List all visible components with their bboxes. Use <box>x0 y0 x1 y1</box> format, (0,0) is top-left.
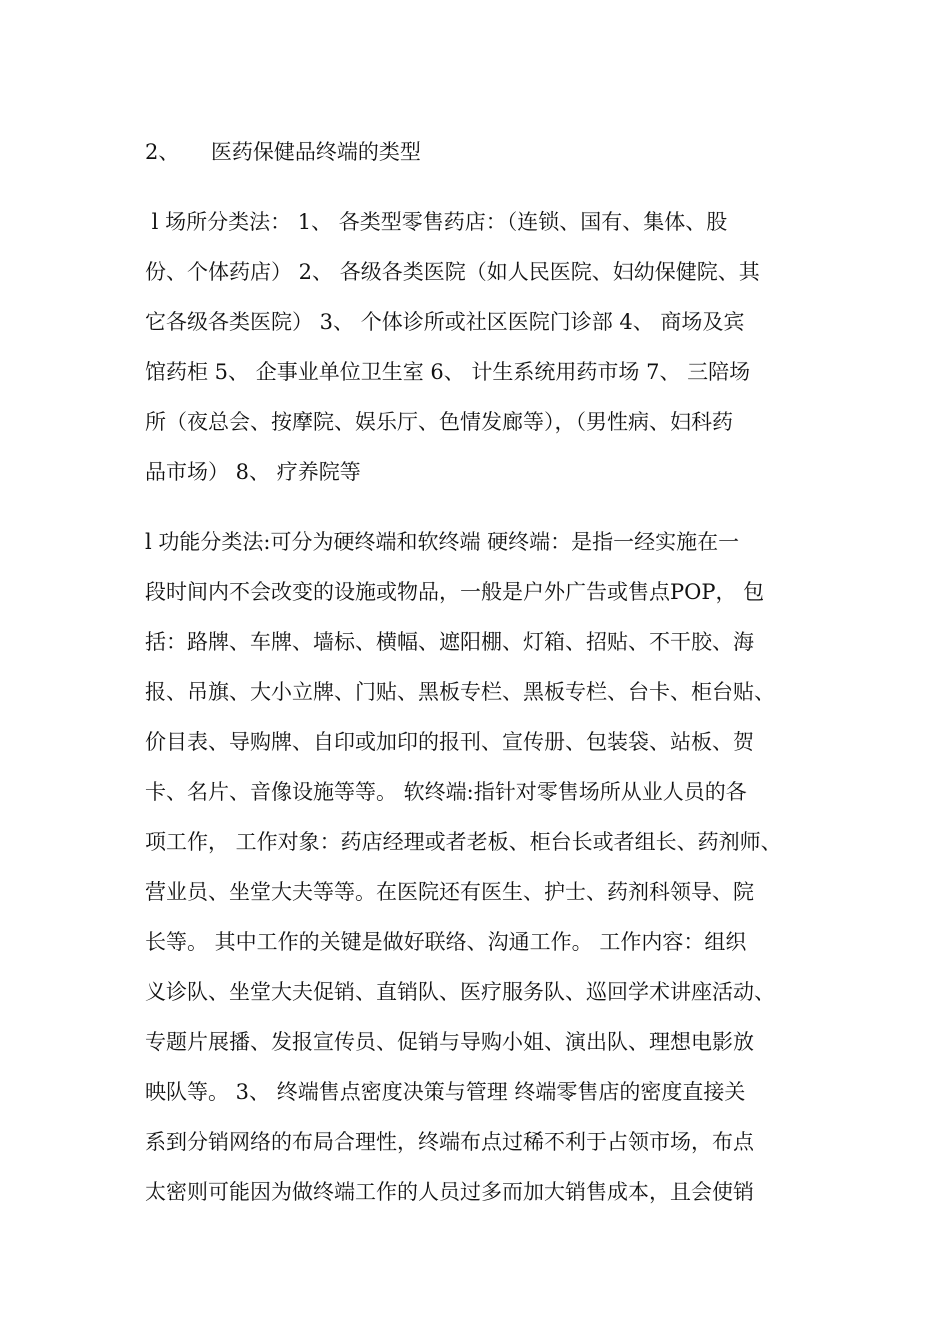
paragraph-line: 所（夜总会、按摩院、娱乐厅、色情发廊等），（男性病、妇科药 <box>145 410 733 434</box>
paragraph-line: 太密则可能因为做终端工作的人员过多而加大销售成本，且会使销 <box>145 1180 754 1204</box>
paragraph-line: 义诊队、坐堂大夫促销、直销队、医疗服务队、巡回学术讲座活动、 <box>145 980 775 1004</box>
paragraph-line: 专题片展播、发报宣传员、促销与导购小姐、演出队、理想电影放 <box>145 1030 754 1054</box>
paragraph-line: 它各级各类医院） 3、 个体诊所或社区医院门诊部 4、 商场及宾 <box>145 310 745 334</box>
paragraph-line: 品市场） 8、 疗养院等 <box>145 460 361 484</box>
paragraph-line: 段时间内不会改变的设施或物品，一般是户外广告或售点POP， 包 <box>145 580 765 604</box>
paragraph-line: l 场所分类法： 1、 各类型零售药店：（连锁、国有、集体、股 <box>145 210 728 234</box>
paragraph-line: 项工作， 工作对象：药店经理或者老板、柜台长或者组长、药剂师、 <box>145 830 782 854</box>
paragraph-line: 营业员、坐堂大夫等等。在医院还有医生、护士、药剂科领导、院 <box>145 880 754 904</box>
paragraph-line: 系到分销网络的布局合理性，终端布点过稀不利于占领市场，布点 <box>145 1130 754 1154</box>
paragraph-line: 括：路牌、车牌、墙标、横幅、遮阳棚、灯箱、招贴、不干胶、海 <box>145 630 754 654</box>
paragraph-line: 报、吊旗、大小立牌、门贴、黑板专栏、黑板专栏、台卡、柜台贴、 <box>145 680 775 704</box>
paragraph-line: 映队等。 3、 终端售点密度决策与管理 终端零售店的密度直接关 <box>145 1080 746 1104</box>
paragraph-line: 馆药柜 5、 企事业单位卫生室 6、 计生系统用药市场 7、 三陪场 <box>145 360 751 384</box>
paragraph-line: 价目表、导购牌、自印或加印的报刊、宣传册、包装袋、站板、贺 <box>145 730 754 754</box>
paragraph-line: 份、个体药店） 2、 各级各类医院（如人民医院、妇幼保健院、其 <box>145 260 760 284</box>
paragraph-line: 卡、名片、音像设施等等。 软终端:指针对零售场所从业人员的各 <box>145 780 747 804</box>
paragraph-line: 长等。 其中工作的关键是做好联络、沟通工作。 工作内容：组织 <box>145 930 747 954</box>
section-heading: 2、 医药保健品终端的类型 <box>145 140 421 164</box>
paragraph-line: l 功能分类法:可分为硬终端和软终端 硬终端：是指一经实施在一 <box>145 530 740 554</box>
